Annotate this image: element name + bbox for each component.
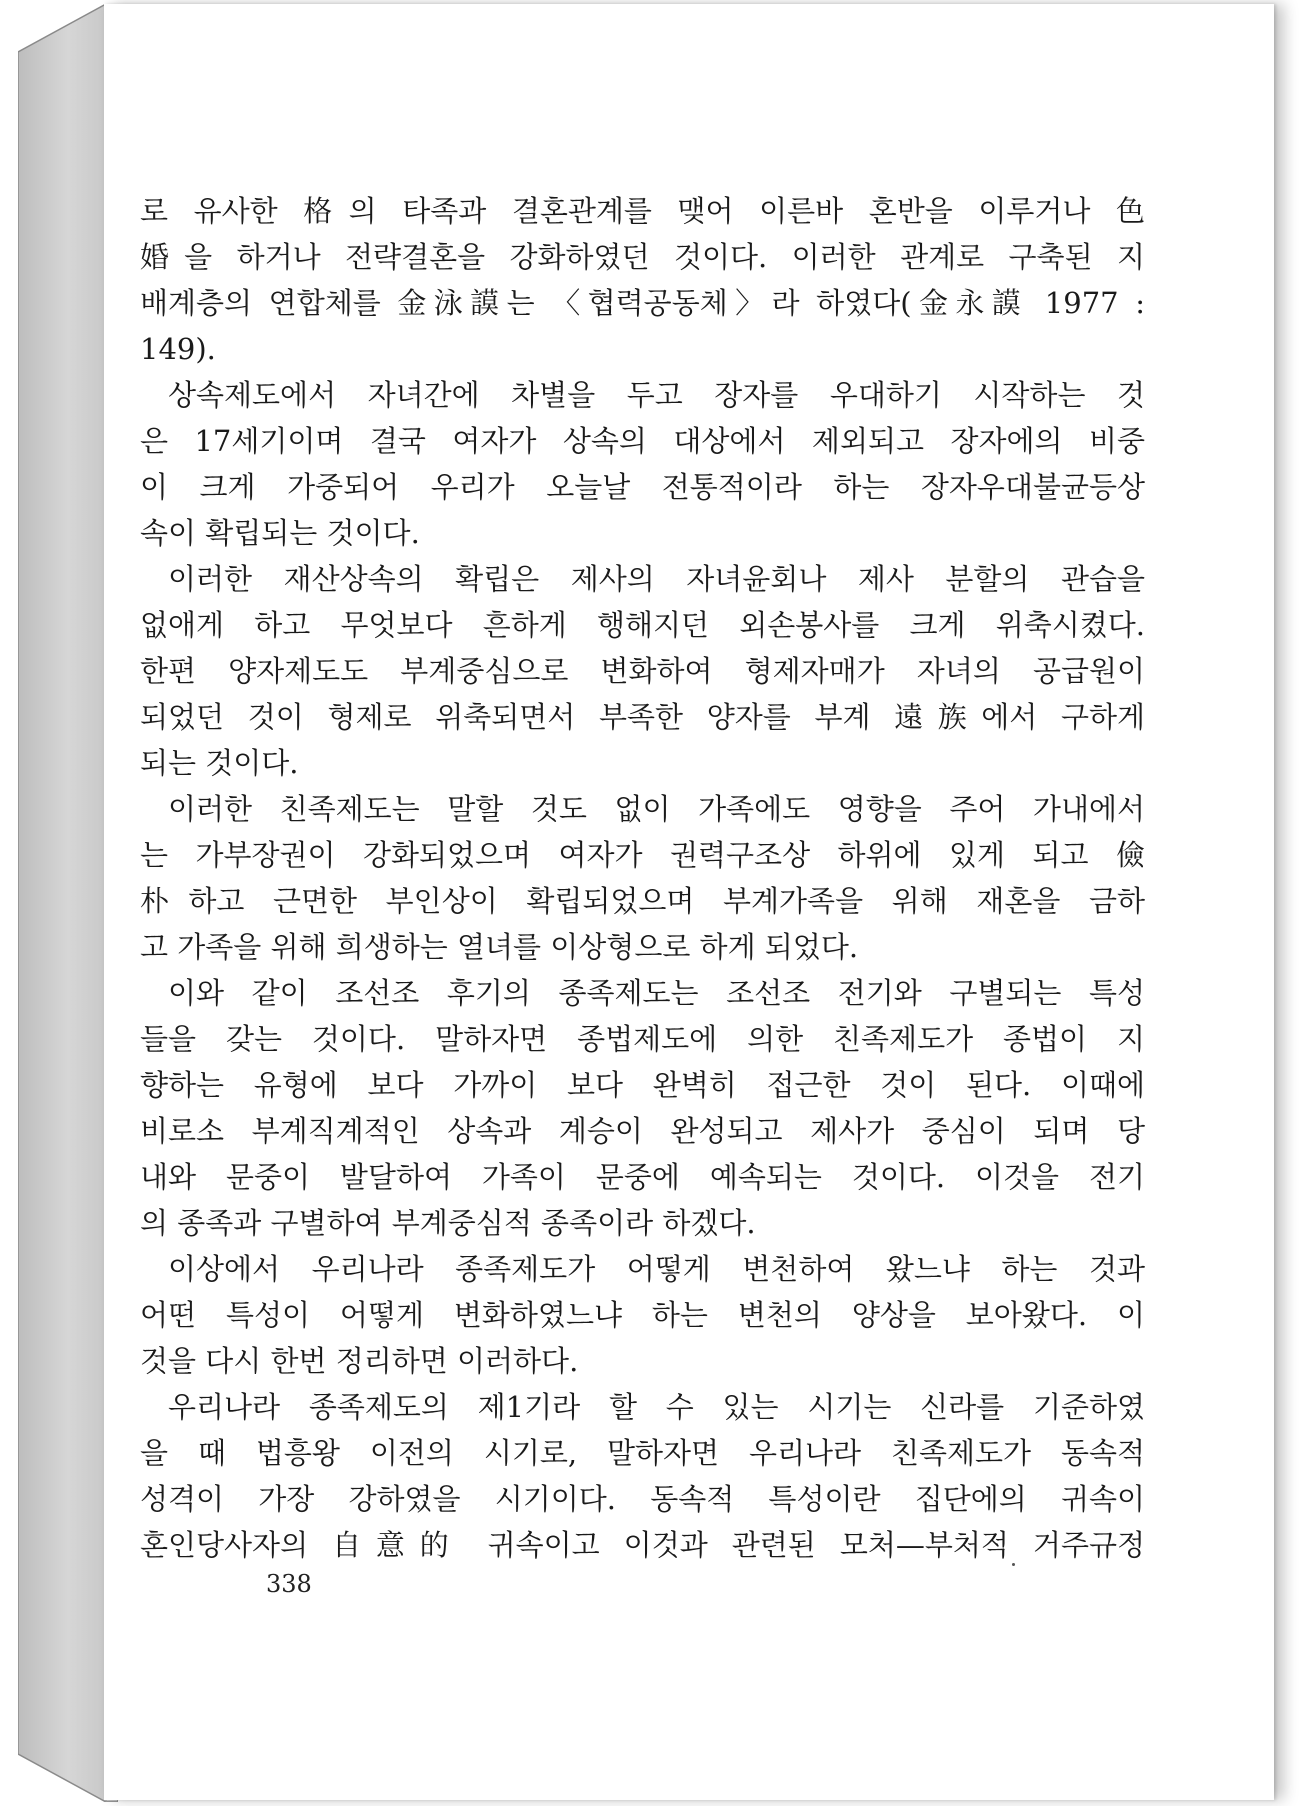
body-text xyxy=(140,188,1145,1568)
text-line: 은 17세기이며 결국 여자가 상속의 대상에서 제외되고 장자에의 비중 xyxy=(140,424,1145,458)
book-spine-edge xyxy=(18,4,118,1802)
text-line: 고 가족을 위해 희생하는 열녀를 이상형으로 하게 되었다. xyxy=(140,930,859,964)
text-line: 어떤 특성이 어떻게 변화하였느냐 하는 변천의 양상을 보아왔다. 이 xyxy=(140,1298,1145,1332)
paragraph-first-line: 이와 같이 조선조 후기의 종족제도는 조선조 전기와 구별되는 특성 xyxy=(168,976,1145,1010)
text-line: 것을 다시 한번 정리하면 이러하다. xyxy=(140,1344,579,1378)
paragraph-first-line: 상속제도에서 자녀간에 차별을 두고 장자를 우대하기 시작하는 것 xyxy=(168,378,1145,412)
text-line: 내와 문중이 발달하여 가족이 문중에 예속되는 것이다. 이것을 전기 xyxy=(140,1160,1145,1194)
text-line: 배계층의 연합체를 金泳謨는 〈협력공동체〉라 하였다(金永謨 1977 : xyxy=(140,286,1145,320)
text-line: 이 크게 가중되어 우리가 오늘날 전통적이라 하는 장자우대불균등상 xyxy=(140,470,1145,504)
text-line: 혼인당사자의 自意的 귀속이고 이것과 관련된 모처—부처적 거주규정 xyxy=(140,1528,1145,1562)
text-line: 향하는 유형에 보다 가까이 보다 완벽히 접근한 것이 된다. 이때에 xyxy=(140,1068,1145,1102)
text-line: 는 가부장권이 강화되었으며 여자가 권력구조상 하위에 있게 되고 儉 xyxy=(140,838,1145,872)
paragraph-first-line: 우리나라 종족제도의 제1기라 할 수 있는 시기는 신라를 기준하였 xyxy=(168,1390,1145,1424)
paragraph-first-line: 이러한 재산상속의 확립은 제사의 자녀윤회나 제사 분할의 관습을 xyxy=(168,562,1145,596)
text-line: 의 종족과 구별하여 부계중심적 종족이라 하겠다. xyxy=(140,1206,756,1240)
scan-speck xyxy=(1012,1563,1015,1566)
paragraph-first-line: 이러한 친족제도는 말할 것도 없이 가족에도 영향을 주어 가내에서 xyxy=(168,792,1145,826)
text-line: 되는 것이다. xyxy=(140,746,299,780)
text-line: 비로소 부계직계적인 상속과 계승이 완성되고 제사가 중심이 되며 당 xyxy=(140,1114,1145,1148)
text-line: 속이 확립되는 것이다. xyxy=(140,516,420,550)
text-line: 을 때 법흥왕 이전의 시기로, 말하자면 우리나라 친족제도가 동속적 xyxy=(140,1436,1145,1470)
text-line: 되었던 것이 형제로 위축되면서 부족한 양자를 부계 遠族에서 구하게 xyxy=(140,700,1145,734)
text-line: 성격이 가장 강하였을 시기이다. 동속적 특성이란 집단에의 귀속이 xyxy=(140,1482,1145,1516)
text-line: 朴하고 근면한 부인상이 확립되었으며 부계가족을 위해 재혼을 금하 xyxy=(140,884,1145,918)
text-line: 한편 양자제도도 부계중심으로 변화하여 형제자매가 자녀의 공급원이 xyxy=(140,654,1145,688)
page-number: 338 xyxy=(266,1570,312,1598)
text-line: 婚을 하거나 전략결혼을 강화하였던 것이다. 이러한 관계로 구축된 지 xyxy=(140,240,1145,274)
paragraph-first-line: 이상에서 우리나라 종족제도가 어떻게 변천하여 왔느냐 하는 것과 xyxy=(168,1252,1145,1286)
text-line: 로 유사한 格의 타족과 결혼관계를 맺어 이른바 혼반을 이루거나 色 xyxy=(140,194,1145,228)
text-line: 들을 갖는 것이다. 말하자면 종법제도에 의한 친족제도가 종법이 지 xyxy=(140,1022,1145,1056)
text-line: 149). xyxy=(140,332,216,366)
text-line: 없애게 하고 무엇보다 흔하게 행해지던 외손봉사를 크게 위축시켰다. xyxy=(140,608,1145,642)
